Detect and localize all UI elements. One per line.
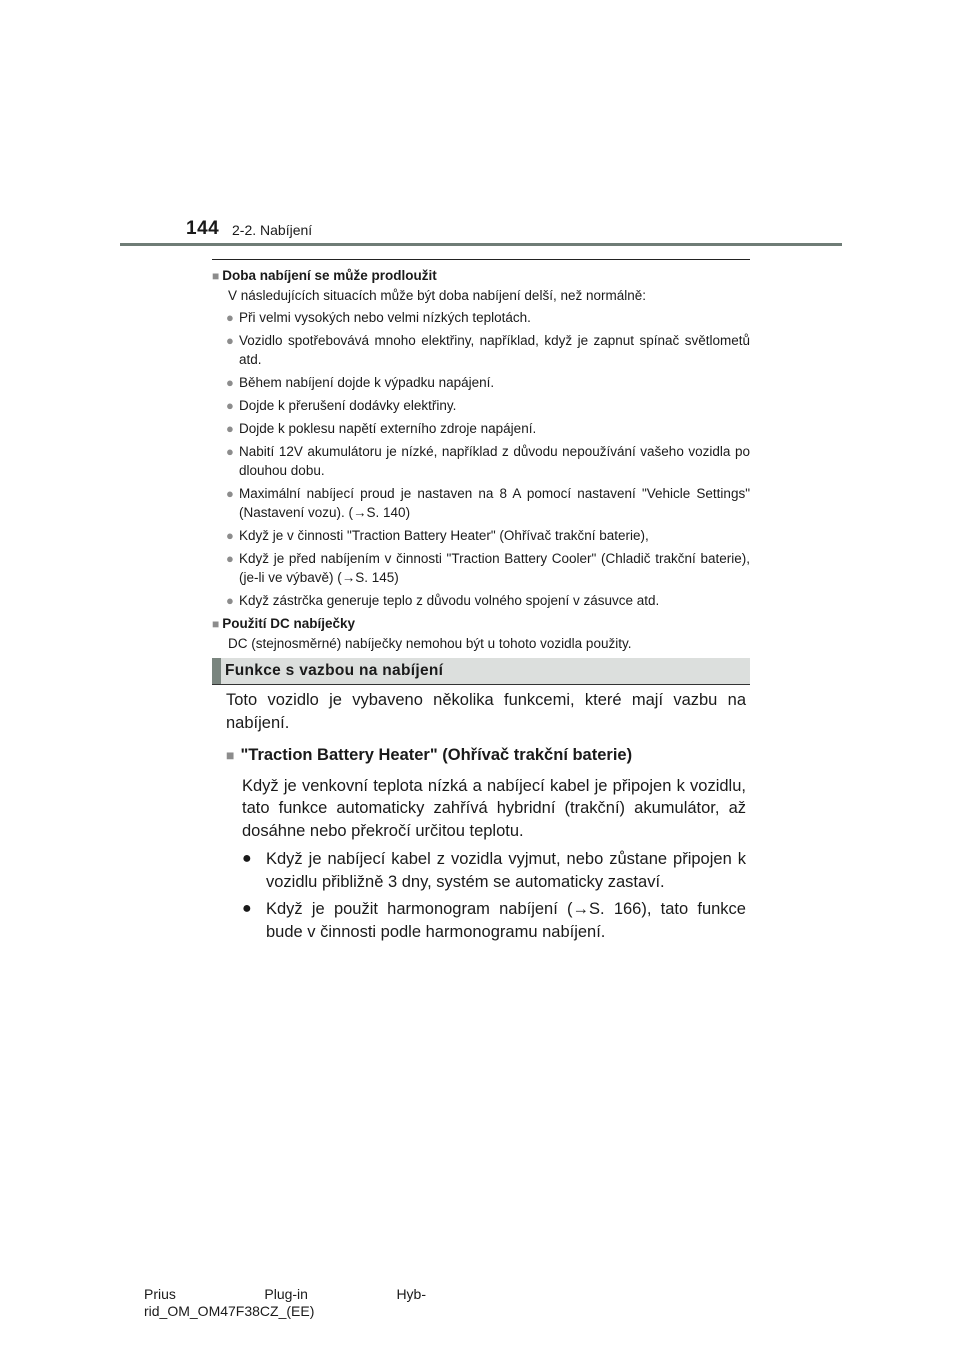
list-item: ● Vozidlo spotřebovává mnoho elektřiny, například, když je zapnut spínač světlometů atd. xyxy=(226,333,750,367)
notes-block xyxy=(212,266,750,653)
list-item: ● Když je použit harmonogram nabíjení (→S. 166), tato funkce bude v činnosti podle harmonogramu nabíjení. xyxy=(242,900,746,941)
footer-doc-id xyxy=(144,1286,444,1320)
footer-line-1 xyxy=(144,1286,426,1303)
subsection-accent-bar xyxy=(212,658,221,684)
list-item: ● Dojde k přerušení dodávky elektřiny. xyxy=(226,398,457,413)
content-divider xyxy=(212,259,750,260)
list-item: ● Během nabíjení dojde k výpadku napájení. xyxy=(226,375,495,390)
square-bullet-icon: ■ xyxy=(226,747,235,763)
circle-bullet-icon: ● xyxy=(226,333,234,348)
circle-bullet-icon: ● xyxy=(226,398,234,413)
main-paragraph: Když je venkovní teplota nízká a nabíjecí kabel je připojen k vozidlu, tato funkce automaticky zahřívá hybridní (trakční) akumulátor, až dosáhne nebo překročí určitou teplotu. xyxy=(242,776,746,840)
list-item: ● Nabití 12V akumulátoru je nízké, například z důvodu nepoužívání vašeho vozidla po dlouhou dobu. xyxy=(226,444,750,478)
main-heading: ■ "Traction Battery Heater" (Ohřívač trakční baterie) xyxy=(226,746,633,764)
section-label: 2-2. Nabíjení xyxy=(232,222,313,238)
list-item: ● Když je nabíjecí kabel z vozidla vyjmut, nebo zůstane připojen k vozidlu přibližně 3 dny, systém se automaticky zastaví. xyxy=(242,850,746,891)
subsection-title-band xyxy=(212,658,750,684)
footer-word: Hyb- xyxy=(396,1286,426,1302)
list-item: ● Když je v činnosti "Traction Battery Heater" (Ohřívač trakční baterie), xyxy=(226,528,649,543)
circle-bullet-icon: ● xyxy=(226,486,234,501)
main-bullet-list xyxy=(242,848,746,943)
list-item: ● Když zástrčka generuje teplo z důvodu volného spojení v zásuvce atd. xyxy=(226,593,660,608)
page-number: 144 xyxy=(186,218,220,239)
circle-bullet-icon: ● xyxy=(226,593,234,608)
list-item: ● Maximální nabíjecí proud je nastaven na 8 A pomocí nastavení "Vehicle Settings" (Nastavení vozu). (→S. 140) xyxy=(226,486,750,520)
main-intro: Toto vozidlo je vybaveno několika funkcemi, které mají vazbu na nabíjení. xyxy=(226,691,746,732)
circle-bullet-icon: ● xyxy=(226,375,234,390)
circle-bullet-icon: ● xyxy=(226,551,234,566)
subsection-divider xyxy=(212,684,750,685)
note-bullet-list xyxy=(212,308,750,610)
note-dc-text: DC (stejnosměrné) nabíječky nemohou být u tohoto vozidla použity. xyxy=(228,636,632,651)
circle-bullet-icon: ● xyxy=(226,528,234,543)
main-content xyxy=(226,689,746,948)
footer-line-2: rid_OM_OM47F38CZ_(EE) xyxy=(144,1303,315,1319)
list-item: ● Když je před nabíjením v činnosti "Traction Battery Cooler" (Chladič trakční baterie), (je-li ve výbavě) (→S. 145) xyxy=(226,551,750,585)
square-bullet-icon: ■ xyxy=(212,617,220,631)
list-item: ● Dojde k poklesu napětí externího zdroje napájení. xyxy=(226,421,537,436)
subsection-title: Funkce s vazbou na nabíjení xyxy=(225,662,444,679)
square-bullet-icon: ■ xyxy=(212,269,220,283)
footer-word: Plug-in xyxy=(264,1286,308,1302)
circle-bullet-icon: ● xyxy=(226,444,234,459)
circle-bullet-icon: ● xyxy=(226,421,234,436)
list-item: ● Při velmi vysokých nebo velmi nízkých teplotách. xyxy=(226,310,531,325)
note-intro: V následujících situacích může být doba nabíjení delší, než normálně: xyxy=(228,288,646,303)
note-heading-charging-time: ■ Doba nabíjení se může prodloužit xyxy=(212,268,437,283)
footer-word: Prius xyxy=(144,1286,176,1302)
header-divider xyxy=(120,243,842,246)
circle-bullet-icon: ● xyxy=(242,900,252,917)
note-heading-dc-charger: ■ Použití DC nabíječky xyxy=(212,616,356,631)
circle-bullet-icon: ● xyxy=(242,850,252,867)
circle-bullet-icon: ● xyxy=(226,310,234,325)
